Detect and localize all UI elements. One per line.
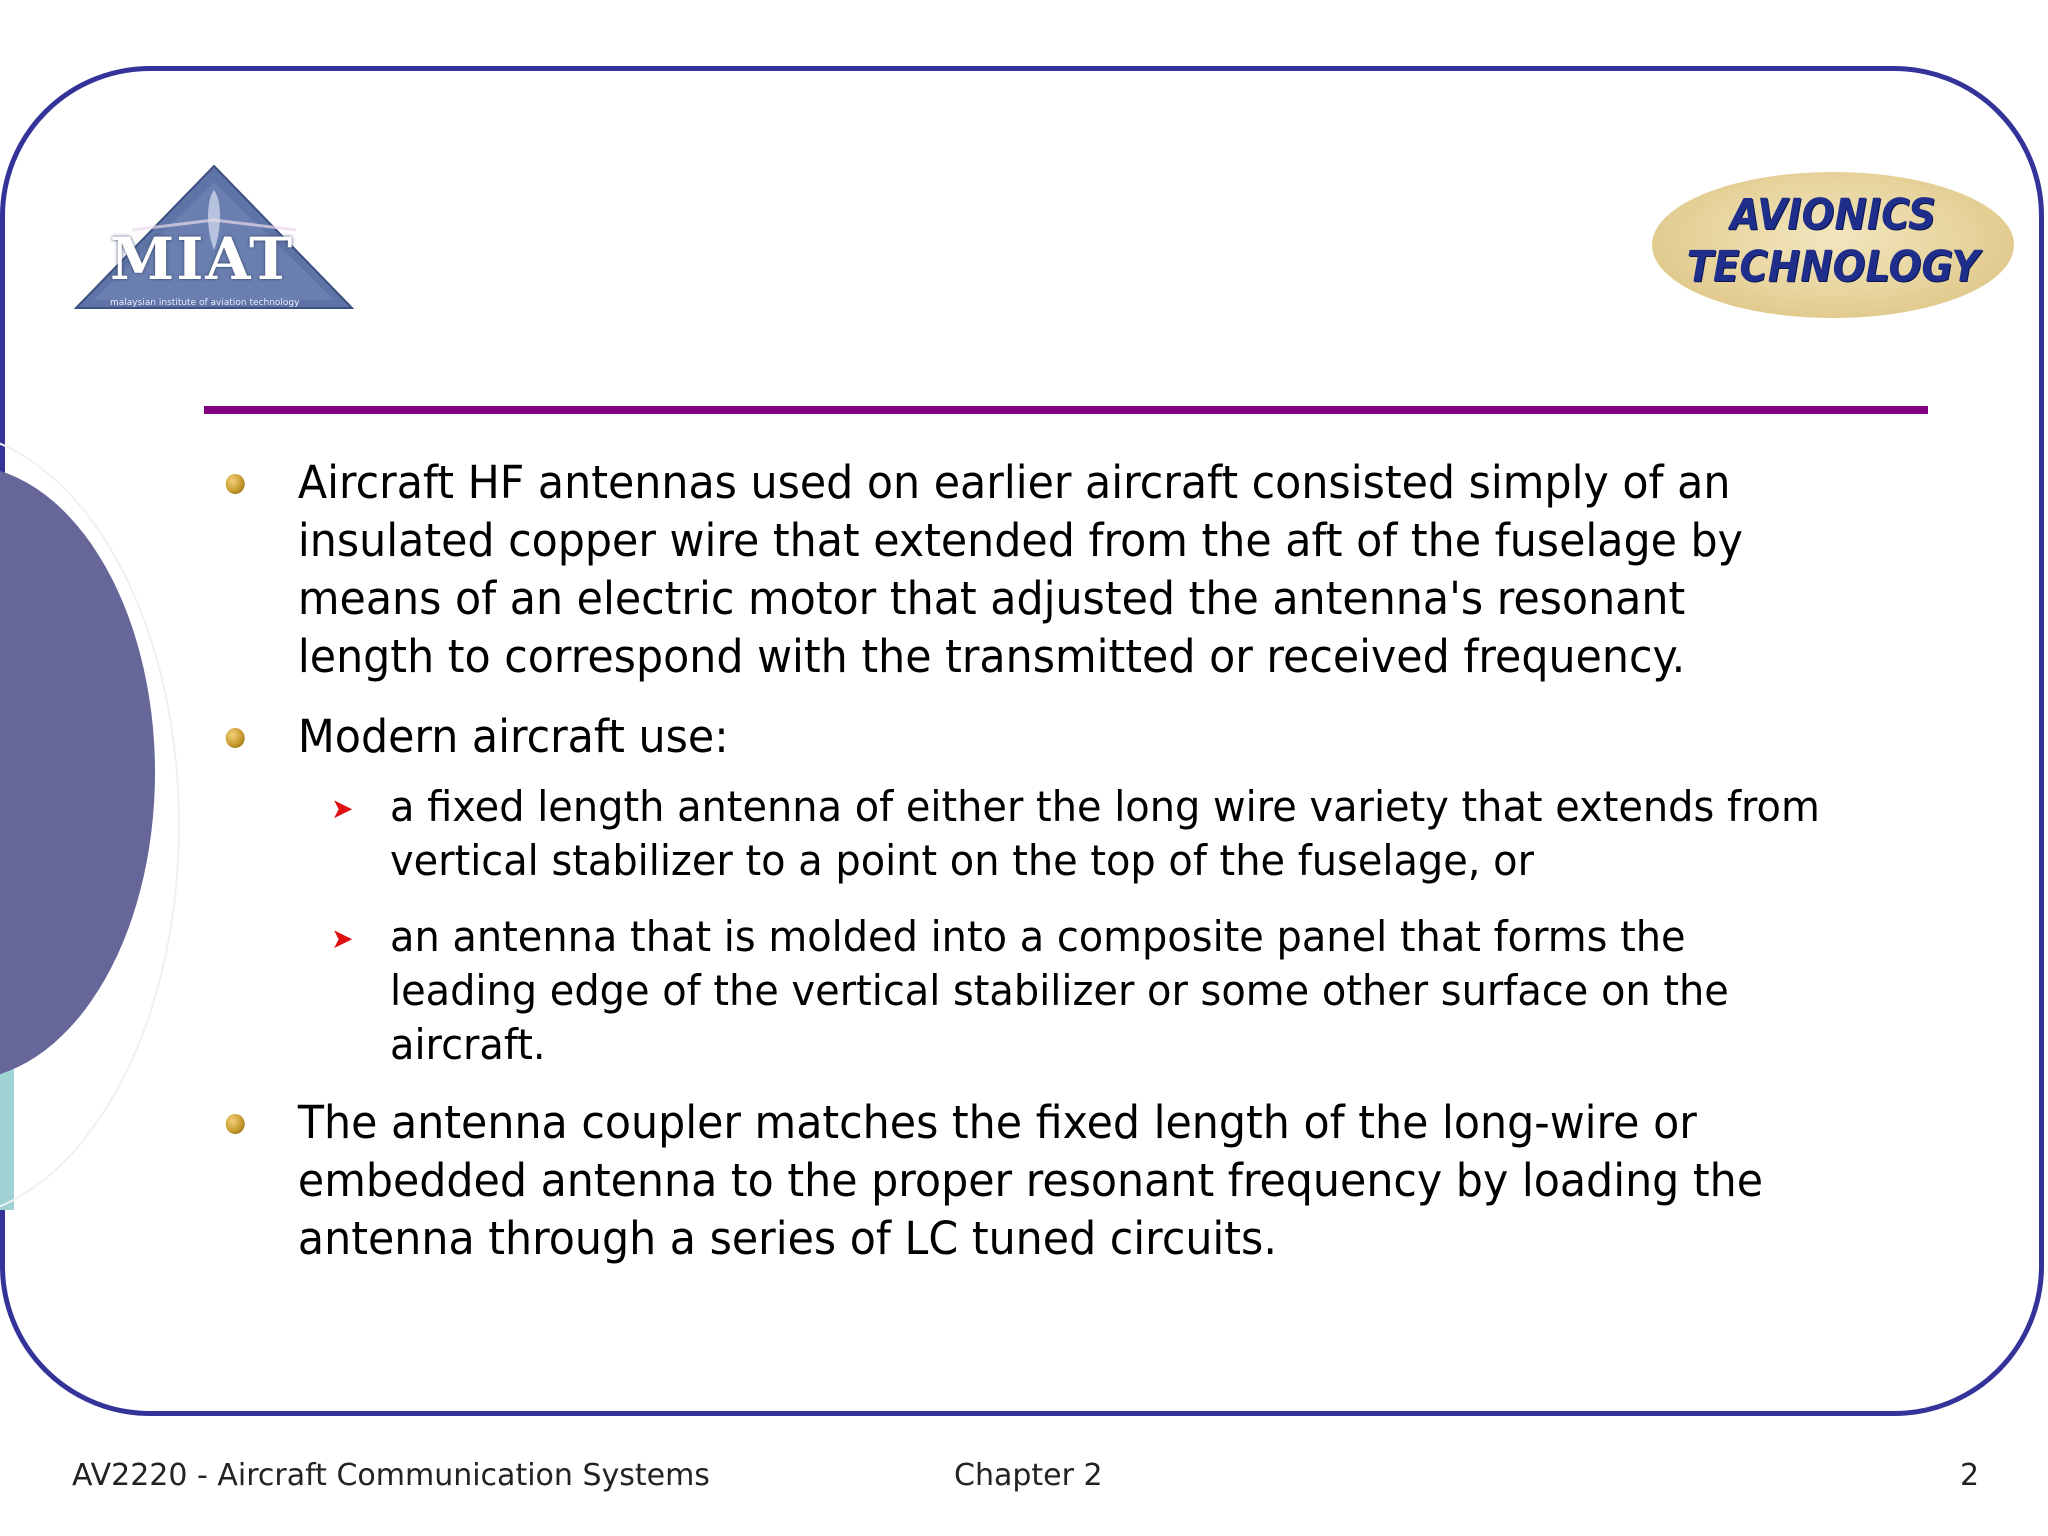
- bullet-dot-icon: [226, 474, 245, 494]
- footer-chapter: Chapter 2: [954, 1458, 1103, 1493]
- bullet-item: [220, 708, 1835, 766]
- avionics-technology-badge: [1652, 172, 2014, 318]
- bullet-text: The antenna coupler matches the fixed length of the long-wire or embedded antenna to the proper resonant frequency by loading the antenna through a series of LC tuned circuits.: [297, 1096, 1764, 1265]
- bullet-text: Aircraft HF antennas used on earlier aircraft consisted simply of an insulated copper wire that extended from the aft of the fuselage by means of an electric motor that adjusted the antenna's resonant length to correspond with the transmitted or received frequency.: [297, 456, 1743, 683]
- bullet-dot-icon: [226, 728, 245, 748]
- sub-bullet-text: an antenna that is molded into a composite panel that forms the leading edge of the vertical stabilizer or some other surface on the aircraft.: [390, 912, 1729, 1069]
- bullet-item: [220, 454, 1835, 686]
- sub-bullet-text: a fixed length antenna of either the long wire variety that extends from vertical stabilizer to a point on the top of the fuselage, or: [390, 782, 1820, 885]
- arrow-bullet-icon: ➤: [331, 922, 354, 955]
- arrow-bullet-icon: ➤: [331, 792, 354, 825]
- badge-line-1: AVIONICS: [1730, 190, 1936, 240]
- footer-page-number: 2: [1960, 1458, 1980, 1493]
- sub-bullet-item: [331, 910, 1844, 1072]
- bullet-dot-icon: [226, 1114, 245, 1134]
- footer-course: AV2220 - Aircraft Communication Systems: [72, 1458, 710, 1493]
- bullet-text: Modern aircraft use:: [297, 710, 729, 763]
- sub-bullet-item: [331, 780, 1844, 888]
- logo-wordmark: MIAT: [110, 225, 295, 293]
- bullet-item: [220, 1094, 1835, 1268]
- slide-body: [220, 454, 1920, 1290]
- title-rule: [204, 406, 1928, 414]
- logo-subtitle: malaysian institute of aviation technology: [110, 298, 300, 308]
- badge-line-2: TECHNOLOGY: [1686, 242, 1980, 292]
